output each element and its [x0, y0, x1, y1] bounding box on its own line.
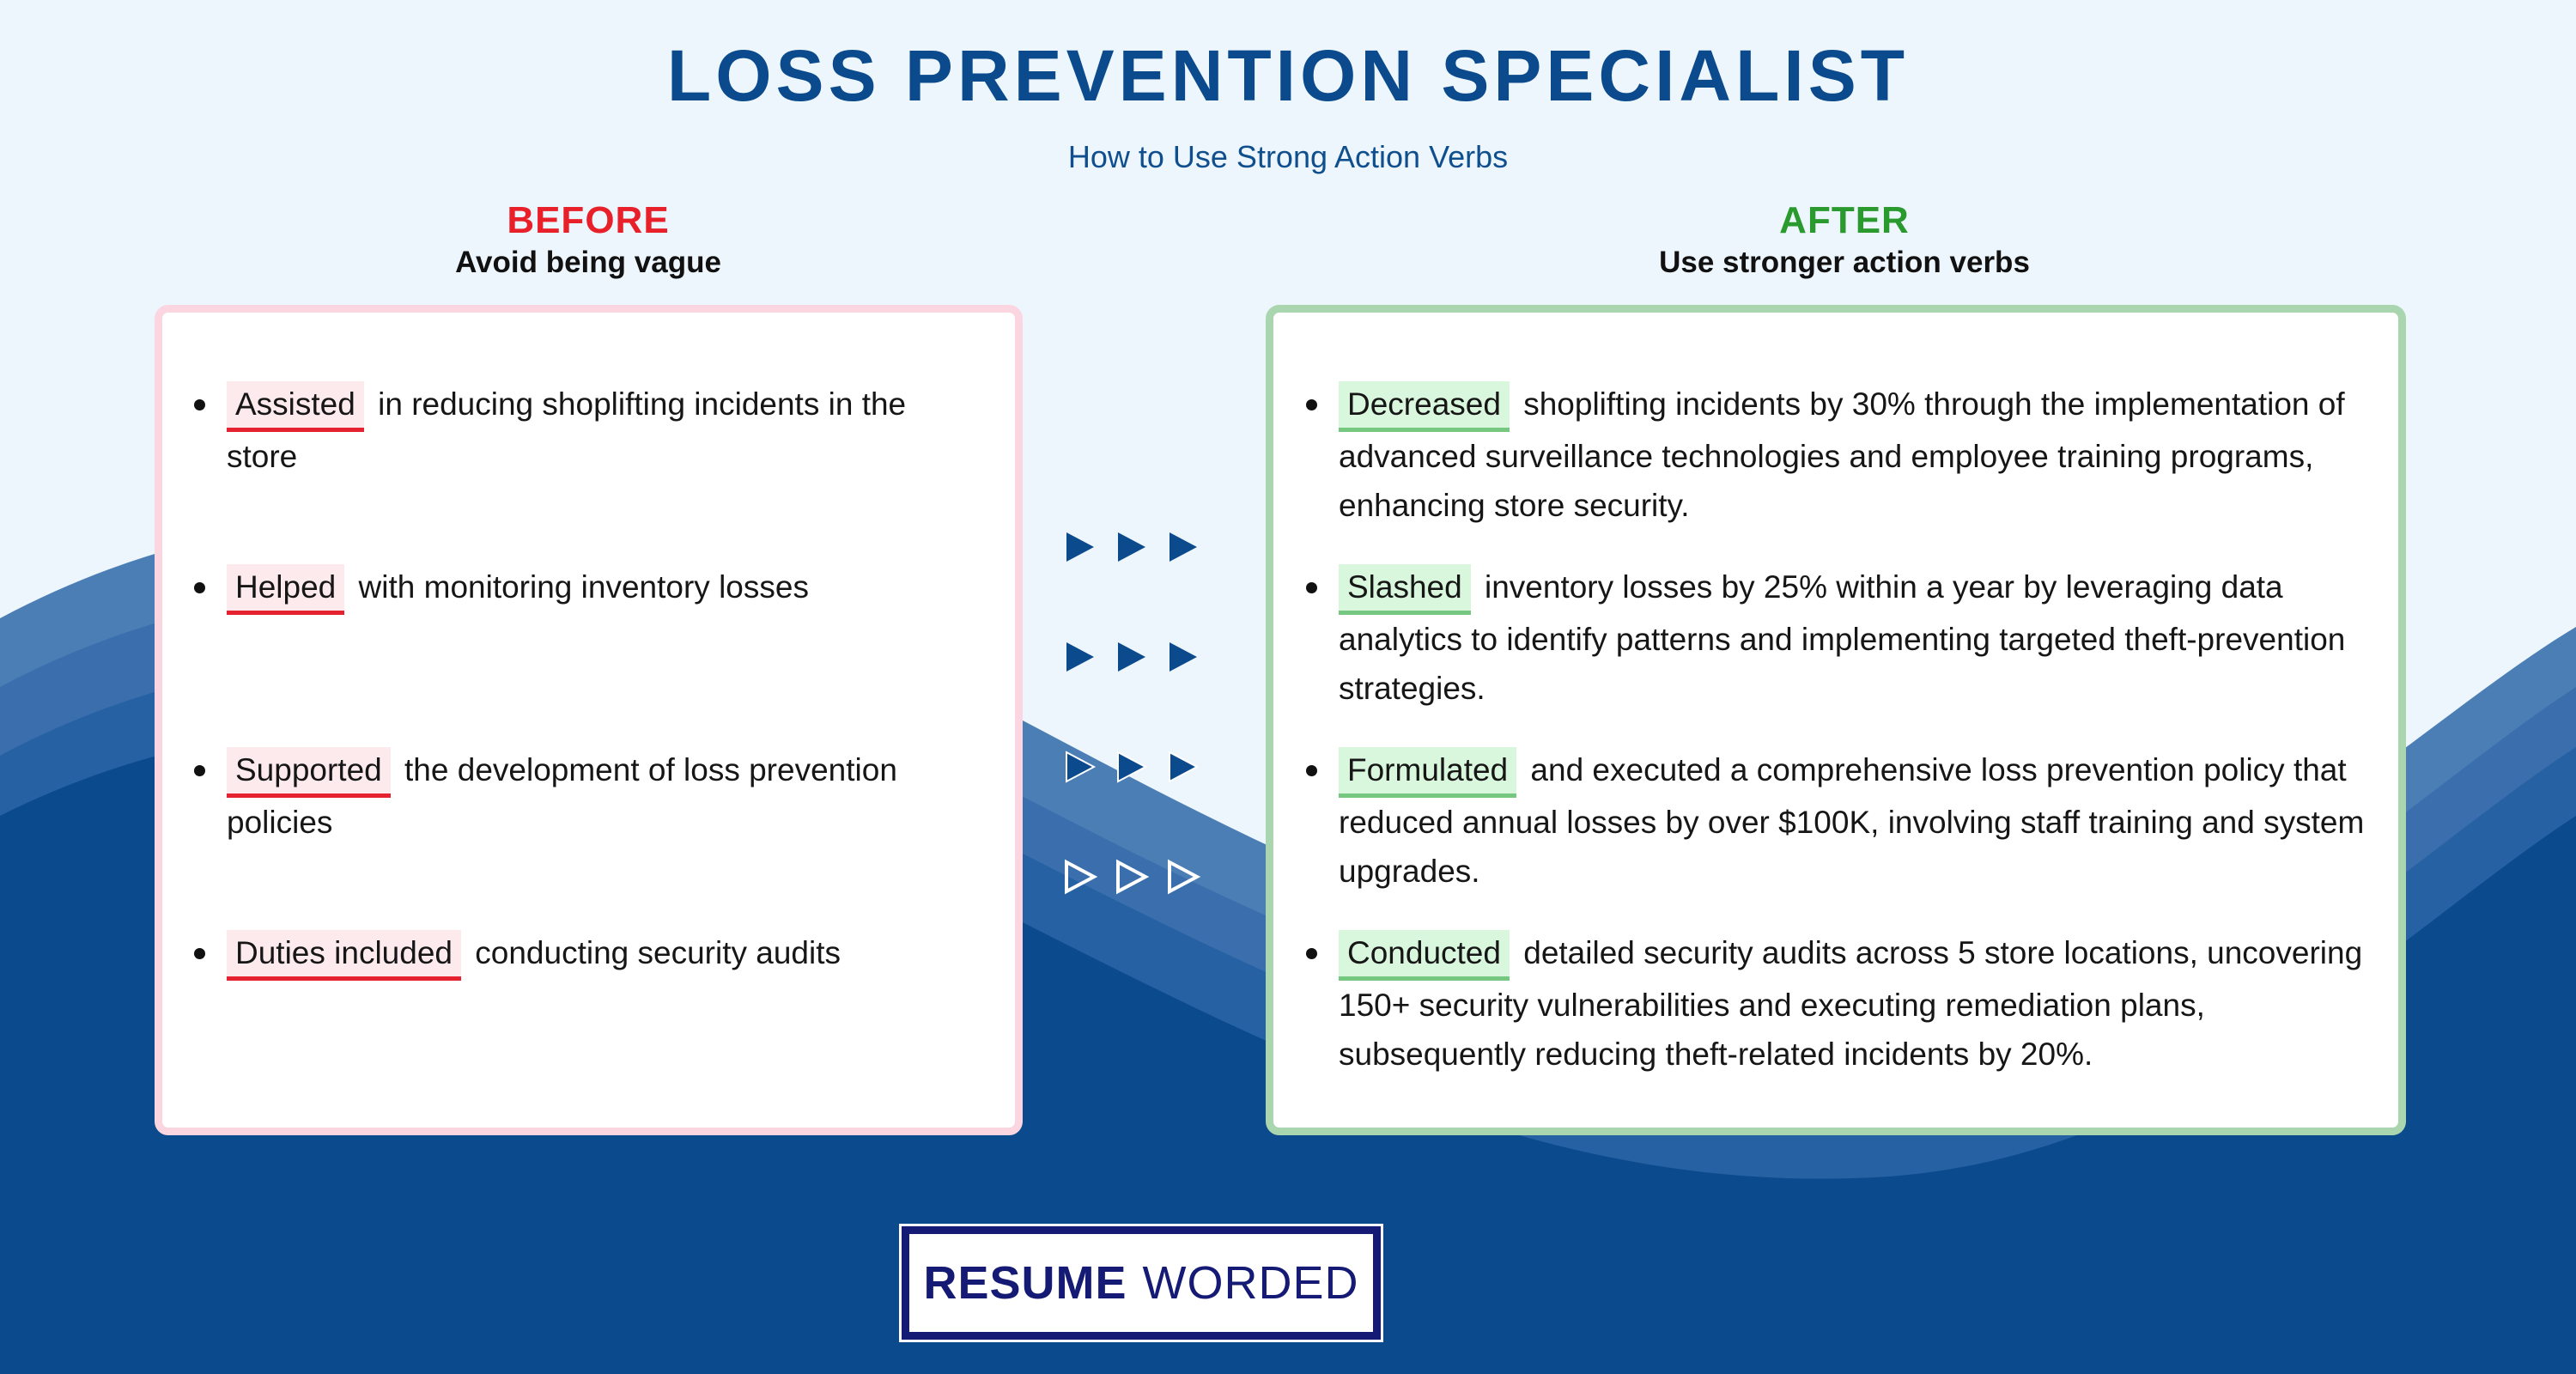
- play-arrow-icon: [1066, 642, 1094, 672]
- play-arrow-icon: [1170, 752, 1197, 781]
- after-sublabel: Use stronger action verbs: [1659, 246, 2030, 279]
- before-panel: [155, 305, 1023, 1135]
- bullet-dot-icon: [194, 399, 205, 410]
- item-text: shoplifting incidents by 30% through the implementation of advanced surveillance technologies and employee training programs, enhancing store security.: [1339, 386, 2345, 523]
- item-text: the development of loss prevention policies: [227, 752, 897, 840]
- bullet-dot-icon: [1306, 948, 1317, 959]
- arrow-group: [1061, 515, 1216, 910]
- play-arrow-icon: [1118, 642, 1145, 672]
- bullet-dot-icon: [1306, 765, 1317, 776]
- play-arrow-outline-icon: [1066, 862, 1094, 891]
- before-item: [227, 745, 982, 847]
- strong-verb: Decreased: [1339, 381, 1510, 432]
- arrow-row: [1066, 862, 1197, 891]
- strong-verb: Slashed: [1339, 564, 1471, 615]
- before-item: [227, 562, 982, 615]
- bullet-dot-icon: [1306, 399, 1317, 410]
- item-text: conducting security audits: [475, 935, 841, 970]
- resume-worded-logo: [902, 1226, 1381, 1340]
- before-label: BEFORE: [507, 199, 670, 241]
- after-header: [1269, 199, 2420, 280]
- logo-word-resume: RESUME: [923, 1257, 1127, 1309]
- after-item: [1339, 562, 2369, 713]
- strong-verb: Conducted: [1339, 930, 1510, 981]
- weak-verb: Duties included: [227, 930, 461, 981]
- logo-word-worded: WORDED: [1142, 1257, 1359, 1309]
- strong-verb: Formulated: [1339, 747, 1516, 798]
- arrow-row: [1066, 752, 1197, 781]
- play-arrow-icon: [1118, 752, 1145, 781]
- after-label: AFTER: [1779, 199, 1910, 241]
- weak-verb: Assisted: [227, 381, 364, 432]
- after-item: [1339, 380, 2369, 530]
- bullet-dot-icon: [194, 765, 205, 776]
- weak-verb: Supported: [227, 747, 391, 798]
- arrow-row: [1066, 532, 1197, 562]
- before-item: [227, 380, 982, 481]
- page-title: LOSS PREVENTION SPECIALIST: [666, 35, 1910, 116]
- play-arrow-icon: [1170, 642, 1197, 672]
- item-text: detailed security audits across 5 store locations, uncovering 150+ security vulnerabilities and executing remediation plans, subsequently reducing theft-related incidents by 20%.: [1339, 935, 2363, 1072]
- play-arrow-icon: [1118, 532, 1145, 562]
- play-arrow-icon: [1170, 532, 1197, 562]
- before-header: [159, 199, 1018, 280]
- play-arrow-icon: [1066, 752, 1094, 781]
- bullet-dot-icon: [1306, 582, 1317, 593]
- after-item: [1339, 745, 2369, 896]
- after-panel: [1266, 305, 2406, 1135]
- bullet-dot-icon: [194, 948, 205, 959]
- item-text: and executed a comprehensive loss prevention policy that reduced annual losses by over $100K, involving staff training and system upgrades.: [1339, 752, 2365, 889]
- play-arrow-outline-icon: [1170, 862, 1197, 891]
- weak-verb: Helped: [227, 564, 344, 615]
- arrow-row: [1066, 642, 1197, 672]
- before-item: [227, 928, 982, 981]
- item-text: in reducing shoplifting incidents in the store: [227, 386, 907, 474]
- play-arrow-icon: [1066, 532, 1094, 562]
- item-text: with monitoring inventory losses: [358, 569, 809, 605]
- item-text: inventory losses by 25% within a year by leveraging data analytics to identify patterns and implementing targeted theft-prevention strategies.: [1339, 569, 2346, 706]
- bullet-dot-icon: [194, 582, 205, 593]
- play-arrow-outline-icon: [1118, 862, 1145, 891]
- before-sublabel: Avoid being vague: [455, 246, 721, 279]
- page-subtitle: How to Use Strong Action Verbs: [1067, 139, 1509, 174]
- after-item: [1339, 928, 2369, 1079]
